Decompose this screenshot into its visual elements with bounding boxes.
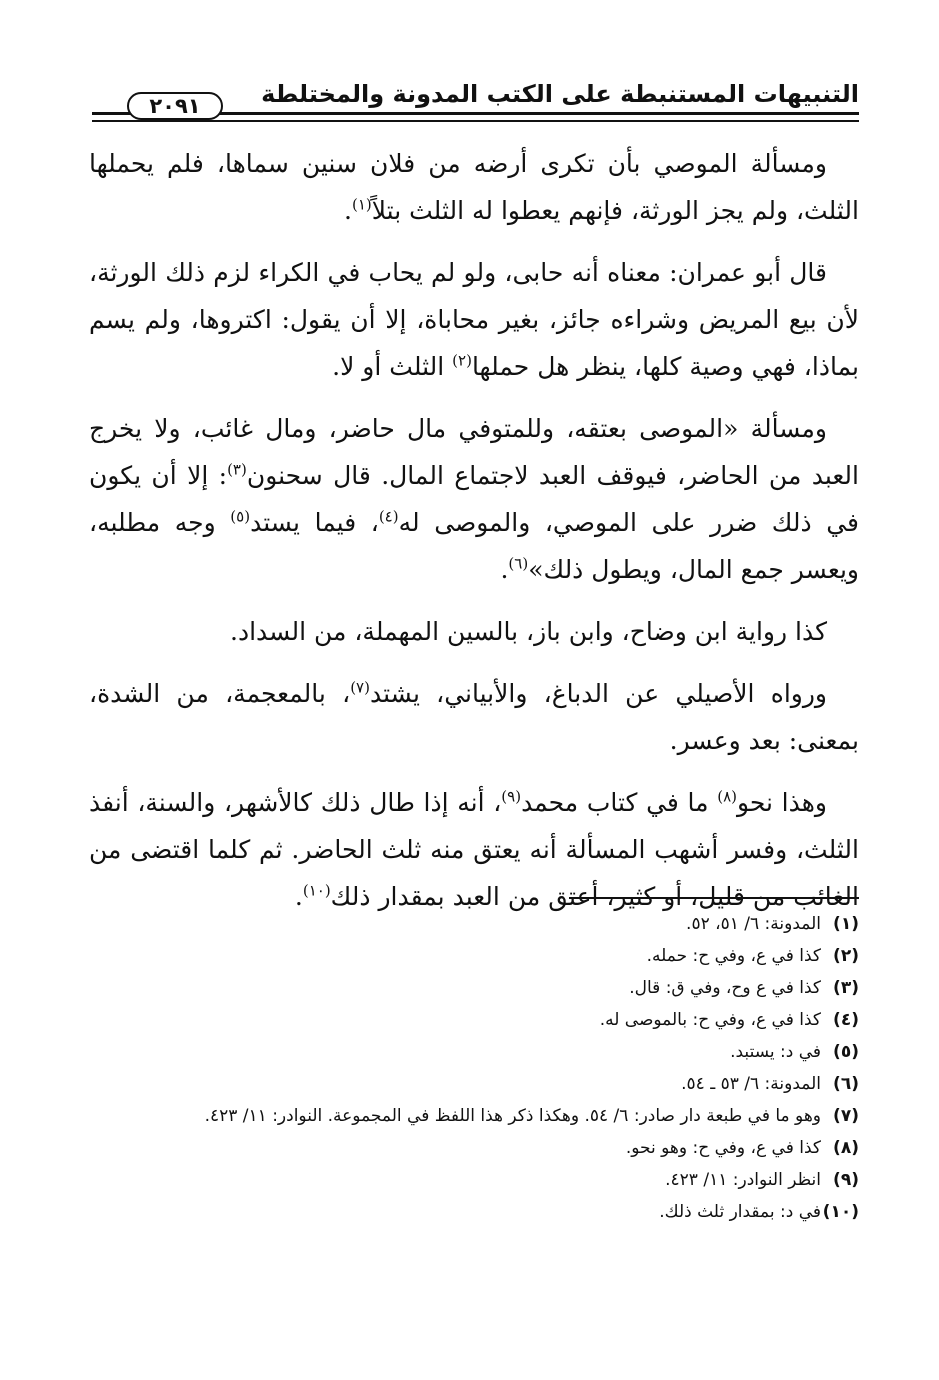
footnote-number: (٦) xyxy=(833,1074,859,1094)
footnote-3 xyxy=(77,972,859,1004)
footnote-number: (٩) xyxy=(833,1170,859,1190)
paragraph-4 xyxy=(89,608,859,655)
footnote-text: كذا في ع وح، وفي ق: قال. xyxy=(629,978,821,998)
paragraph-4-text: كذا رواية ابن وضاح، وابن باز، بالسين المهملة، من السداد. xyxy=(230,617,827,646)
footnote-text: كذا في ع، وفي ح: حمله. xyxy=(646,946,821,966)
footnote-ref-1: (١) xyxy=(351,195,372,214)
paragraph-3-text-c: ، فيما يستد xyxy=(250,508,379,537)
footnote-7 xyxy=(77,1100,859,1132)
footnote-separator xyxy=(569,897,859,899)
footnote-ref-10: (١٠) xyxy=(302,881,331,900)
footnote-ref-2: (٢) xyxy=(452,351,472,370)
footnote-8 xyxy=(77,1132,859,1164)
paragraph-6-text-c: ، أنه إذا طال ذلك كالأشهر، والسنة، أنفذ الثلث، وفسر أشهب المسألة أنه يعتق منه ثلث الحاضر. ثم كلما اقتضى من الغائب من قليل، أو كثير، أعتق من العبد بمقدار ذلك xyxy=(89,788,859,911)
footnote-ref-9: (٩) xyxy=(501,787,522,806)
header-rule-bottom xyxy=(92,120,859,122)
paragraph-6-text-d: . xyxy=(294,882,303,911)
footnote-number: (٢) xyxy=(833,946,859,966)
footnote-number: (٥) xyxy=(833,1042,859,1062)
footnote-10 xyxy=(77,1196,859,1228)
footnote-ref-7: (٧) xyxy=(350,678,370,697)
paragraph-3-text-d: وجه مطلبه، ويعسر جمع المال، ويطول ذلك» xyxy=(89,508,859,584)
paragraph-5-text-a: ورواه الأصيلي عن الدباغ، والأبياني، يشتد xyxy=(369,679,827,708)
footnote-number: (٨) xyxy=(833,1138,859,1158)
footnote-ref-5: (٥) xyxy=(230,507,251,526)
paragraph-2-text-b: الثلث أو لا. xyxy=(332,352,453,381)
paragraph-3-text-a: ومسألة «الموصى بعتقه، وللمتوفي مال حاضر، ومال غائب، ولا يخرج العبد من الحاضر، فيوقف العبد لاجتماع المال. قال سحنون xyxy=(89,414,859,490)
footnote-9 xyxy=(77,1164,859,1196)
main-text xyxy=(89,140,859,935)
page-number: ٢٠٩١ xyxy=(127,92,223,120)
footnote-ref-3: (٣) xyxy=(227,460,247,479)
paragraph-1-end: . xyxy=(344,196,352,225)
footnote-number: (٧) xyxy=(833,1106,859,1126)
footnote-6 xyxy=(77,1068,859,1100)
paragraph-3-text-b: : إلا أن يكون في ذلك ضرر على الموصي، والموصى له xyxy=(89,461,859,537)
running-title: التنبيهات المستنبطة على الكتب المدونة والمختلطة xyxy=(261,80,859,108)
footnote-number: (١) xyxy=(833,914,859,934)
footnote-text: المدونة: ٦/ ٥٣ ـ ٥٤. xyxy=(681,1074,821,1094)
footnote-text: وهو ما في طبعة دار صادر: ٦/ ٥٤. وهكذا ذكر هذا اللفظ في المجموعة. النوادر: ١١/ ٤٢٣. xyxy=(204,1106,821,1126)
paragraph-2-text-a: قال أبو عمران: معناه أنه حابى، ولو لم يحاب في الكراء لزم ذلك الورثة، لأن بيع المريض وشراءه جائز، بغير محاباة، إلا أن يقول: اكتروها، ولم يسم بماذا، فهي وصية كلها، ينظر هل حملها xyxy=(89,258,859,381)
footnote-number: (١٠) xyxy=(822,1202,859,1222)
footnote-number: (٣) xyxy=(833,978,859,998)
paragraph-3-text-e: . xyxy=(500,555,509,584)
footnote-ref-6: (٦) xyxy=(508,554,529,573)
footnote-text: في د: بمقدار ثلث ذلك. xyxy=(659,1202,821,1222)
footnote-text: في د: يستبد. xyxy=(730,1042,821,1062)
paragraph-6-text-b: ما في كتاب محمد xyxy=(521,788,718,817)
footnote-1 xyxy=(77,908,859,940)
footnote-ref-4: (٤) xyxy=(378,507,399,526)
footnote-text: كذا في ع، وفي ح: وهو نحو. xyxy=(625,1138,821,1158)
footnote-5 xyxy=(77,1036,859,1068)
footnote-number: (٤) xyxy=(833,1010,859,1030)
paragraph-5-text-b: ، بالمعجمة، من الشدة، بمعنى: بعد وعسر. xyxy=(89,679,859,755)
paragraph-3 xyxy=(89,405,859,593)
footnote-text: انظر النوادر: ١١/ ٤٢٣. xyxy=(665,1170,821,1190)
footnote-4 xyxy=(77,1004,859,1036)
footnote-ref-8: (٨) xyxy=(717,787,737,806)
footnotes-list xyxy=(77,908,859,1228)
paragraph-5 xyxy=(89,670,859,764)
footnote-text: المدونة: ٦/ ٥١، ٥٢. xyxy=(686,914,821,934)
paragraph-1-text: ومسألة الموصي بأن تكرى أرضه من فلان سنين سماها، فلم يحملها الثلث، ولم يجز الورثة، فإنهم يعطوا له الثلث بتلاً xyxy=(89,149,859,225)
paragraph-1 xyxy=(89,140,859,234)
paragraph-2 xyxy=(89,249,859,390)
paragraph-6-text-a: وهذا نحو xyxy=(737,788,827,817)
footnote-2 xyxy=(77,940,859,972)
footnote-text: كذا في ع، وفي ح: بالموصى له. xyxy=(599,1010,821,1030)
